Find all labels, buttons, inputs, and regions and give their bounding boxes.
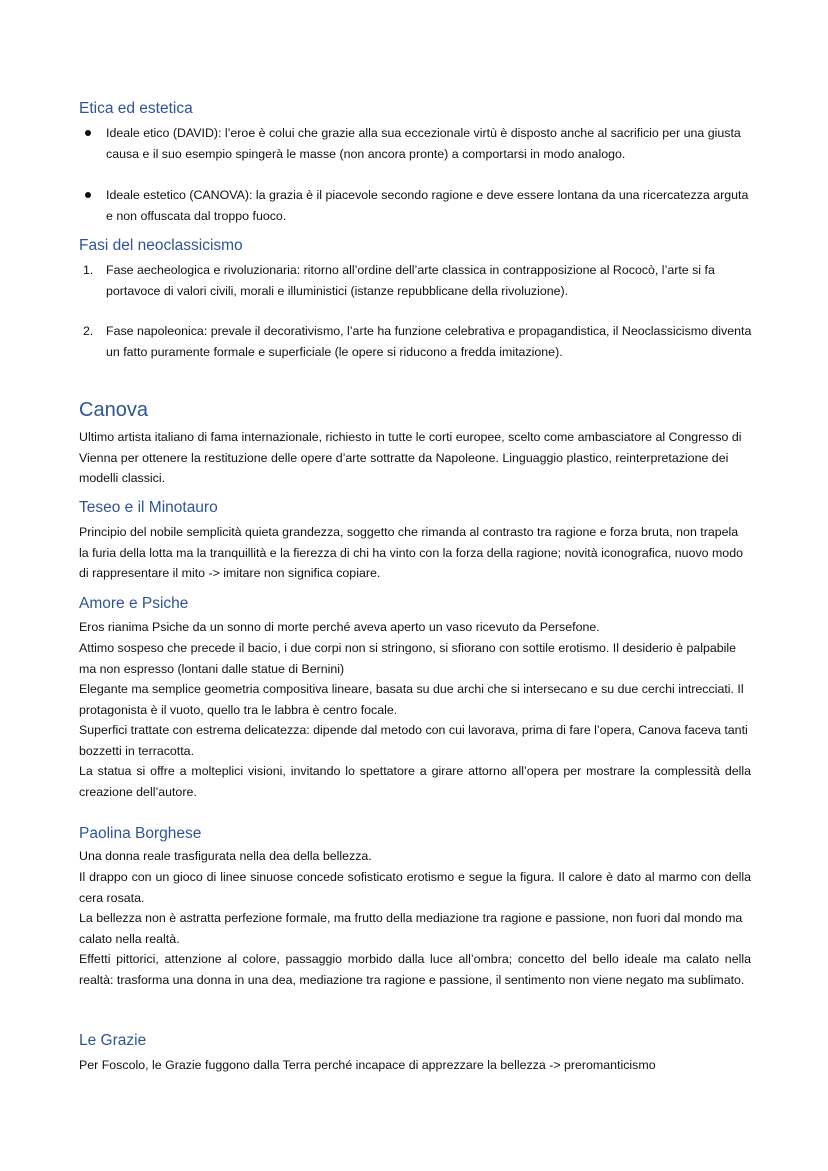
paragraph-amore-4: Superfici trattate con estrema delicatezza: dipende dal metodo con cui lavorava, prima di fare l’opera, Canova faceva tanti bozzetti in terracotta.	[79, 723, 748, 758]
heading-teseo-e-il-minotauro: Teseo e il Minotauro	[79, 499, 218, 516]
paragraph-teseo: Principio del nobile semplicità quieta grandezza, soggetto che rimanda al contrasto tra ragione e forza bruta, non trapela la furia della lotta ma la tranquillità e la fierezza di chi ha vinto con la forza della ragione; novità iconografica, nuovo modo di rappresentare il mito -> imitare non significa copiare.	[79, 525, 743, 580]
paragraph-canova: Ultimo artista italiano di fama internazionale, richiesto in tutte le corti europee, scelto come ambasciatore al Congresso di Vienna per ottenere la restituzione delle opere d’arte sottratte da Napoleone. Linguaggio plastico, reinterpretazione dei modelli classici.	[79, 430, 742, 485]
list-item-text: Fase aecheologica e rivoluzionaria: ritorno all’ordine dell’arte classica in contrapposizione al Rococò, l’arte si fa portavoce di valori civili, morali e illuministici (istanze repubblicane della rivoluzione).	[106, 263, 715, 298]
paragraph-grazie: Per Foscolo, le Grazie fuggono dalla Terra perché incapace di apprezzare la bellezza -> preromanticismo	[79, 1058, 656, 1072]
paragraph-paolina-2: Il drappo con un gioco di linee sinuose concede sofisticato erotismo e segue la figura. Il calore è dato al marmo con della cera rosata.	[79, 870, 751, 905]
paragraph-paolina-3: La bellezza non è astratta perfezione formale, ma frutto della mediazione tra ragione e passione, non fuori dal mondo ma calato nella realtà.	[79, 911, 743, 946]
list-item	[106, 123, 752, 164]
paragraph-amore-1: Eros rianima Psiche da un sonno di morte perché aveva aperto un vaso ricevuto da Persefone.	[79, 620, 600, 634]
bullet-icon	[85, 130, 91, 136]
paragraph-paolina-4: Effetti pittorici, attenzione al colore, passaggio morbido dalla luce all’ombra; concetto del bello ideale ma calato nella realtà: trasforma una donna in una dea, mediazione tra ragione e passione, il sentimento non viene negato ma sublimato.	[79, 952, 751, 987]
heading-fasi-del-neoclassicismo: Fasi del neoclassicismo	[79, 237, 243, 254]
paragraph-amore-2: Attimo sospeso che precede il bacio, i due corpi non si stringono, si sfiorano con sottile erotismo. Il desiderio è palpabile ma non espresso (lontani dalle statue di Bernini)	[79, 641, 737, 676]
paragraph-amore-5: La statua si offre a molteplici visioni, invitando lo spettatore a girare attorno all’opera per mostrare la complessità della creazione dell’autore.	[79, 764, 751, 799]
list-item-text: Fase napoleonica: prevale il decorativismo, l’arte ha funzione celebrativa e propagandistica, il Neoclassicismo diventa un fatto puramente formale e superficiale (le opere si riducono a fredda imitazione).	[106, 324, 752, 359]
list-number: 1.	[83, 263, 94, 277]
list-item-text: Ideale etico (DAVID): l’eroe è colui che grazie alla sua eccezionale virtù è disposto anche al sacrificio per una giusta causa e il suo esempio spingerà le masse (non ancora pronte) a comportarsi in modo analogo.	[106, 126, 741, 161]
list-number: 2.	[83, 324, 94, 338]
paragraph-paolina-1: Una donna reale trasfigurata nella dea della bellezza.	[79, 849, 372, 863]
heading-paolina-borghese: Paolina Borghese	[79, 825, 202, 842]
heading-amore-e-psiche: Amore e Psiche	[79, 595, 189, 612]
list-item	[83, 260, 752, 301]
paragraph-amore-3: Elegante ma semplice geometria compositiva lineare, basata su due archi che si intersecano e su due cerchi intrecciati. Il protagonista è il vuoto, quello tra le labbra è centro focale.	[79, 682, 744, 717]
list-item	[106, 185, 752, 226]
bullet-icon	[85, 192, 91, 198]
heading-canova: Canova	[79, 399, 148, 421]
heading-etica-ed-estetica: Etica ed estetica	[79, 100, 193, 117]
list-item-text: Ideale estetico (CANOVA): la grazia è il piacevole secondo ragione e deve essere lontana da una ricercatezza arguta e non offuscata dal troppo fuoco.	[106, 188, 749, 223]
heading-le-grazie: Le Grazie	[79, 1032, 147, 1049]
list-item	[83, 321, 752, 362]
